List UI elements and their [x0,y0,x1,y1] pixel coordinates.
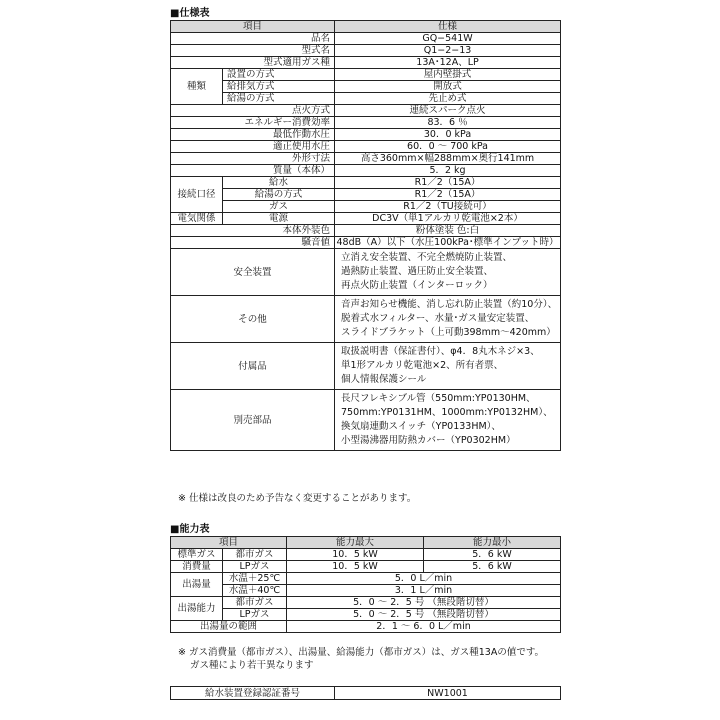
options-line: 換気扇連動スイッチ（YP0133HM）、 [341,421,501,432]
registration-table [170,686,561,700]
table-row [171,129,561,141]
other-line: スライドブラケット（上可動398mm〜420mm） [341,327,556,338]
range-label: 出湯量の範囲 [171,621,287,633]
options-line: 750mm:YP0131HM、1000mm:YP0132HM）、 [341,407,553,418]
safety-label: 安全装置 [171,249,335,296]
spec-value: 30．0 kPa [335,129,561,141]
options-line: 小型湯沸器用防熱カバー（YP0302HM） [341,435,516,446]
gas-lp-max: 10．5 kW [287,561,424,573]
spec-label: 騒音値 [171,237,335,249]
other-line: 脱着式水フィルター、水量･ガス量安定装置、 [341,313,535,324]
capacity-table [170,536,561,633]
spec-value: 開放式 [335,81,561,93]
spec-label: エネルギー消費効率 [171,117,335,129]
table-row [171,93,561,105]
table-row [171,296,561,343]
table-row [171,537,561,549]
spec-label: 適正使用水圧 [171,141,335,153]
table-row [171,57,561,69]
table-row [171,237,561,249]
table-row [171,141,561,153]
spec-label: 品名 [171,33,335,45]
gas-group-label-1: 標準ガス [171,549,223,561]
capacity-note-1: ※ ガス消費量（都市ガス）、出湯量、給湯能力（都市ガス）は、ガス種13Aの値です。 [178,647,545,658]
table-row [171,213,561,225]
spec-value: R1／2（TU接続可） [335,201,561,213]
spec-label: 給湯の方式 [223,189,335,201]
spec-header-item: 項目 [171,21,335,33]
accessories-list [335,343,561,390]
table-row [171,687,561,700]
spec-value: 先止め式 [335,93,561,105]
spec-table [170,20,561,451]
spec-value: R1／2（15A） [335,189,561,201]
table-row [171,81,561,93]
table-row [171,621,561,633]
cap-group-label: 出湯能力 [171,597,223,621]
spec-label: 型式名 [171,45,335,57]
table-row [171,597,561,609]
spec-label: 給湯の方式 [223,93,335,105]
spec-label: 質量（本体） [171,165,335,177]
safety-line: 立消え安全装置、不完全燃焼防止装置、 [341,252,513,263]
table-row [171,201,561,213]
accessories-label: 付属品 [171,343,335,390]
table-row [171,585,561,597]
safety-line: 過熱防止装置、過圧防止安全装置、 [341,266,494,277]
table-row [171,549,561,561]
hot-40-value: 3．1 L／min [287,585,561,597]
gas-lp-min: 5．6 kW [424,561,561,573]
hot-group-label: 出湯量 [171,573,223,597]
gas-group-label-2: 消費量 [171,561,223,573]
spec-label: 給水 [223,177,335,189]
registration-label: 給水装置登録認証番号 [171,687,335,700]
table-row [171,165,561,177]
options-list [335,390,561,451]
spec-value: 5．2 kg [335,165,561,177]
gas-lp-label: LPガス [223,561,287,573]
spec-value: 13A･12A、LP [335,57,561,69]
table-row [171,189,561,201]
spec-value: 60．0 〜 700 kPa [335,141,561,153]
spec-label: 設置の方式 [223,69,335,81]
table-row [171,21,561,33]
other-line: 音声お知らせ機能、消し忘れ防止装置（約10分）、 [341,299,558,310]
spec-note: ※ 仕様は改良のため予告なく変更することがあります。 [178,493,417,504]
registration-value: NW1001 [335,687,561,700]
spec-value: 高さ360mm×幅288mm×奥行141mm [335,153,561,165]
gas-city-max: 10．5 kW [287,549,424,561]
spec-label: 外形寸法 [171,153,335,165]
table-row [171,573,561,585]
table-row [171,117,561,129]
accessories-line: 個人情報保護シール [341,374,427,385]
spec-header-value: 仕様 [335,21,561,33]
table-row [171,609,561,621]
spec-label: 本体外装色 [171,225,335,237]
options-line: 長尺フレキシブル管（550mm:YP0130HM、 [341,393,536,404]
spec-label: 型式適用ガス種 [171,57,335,69]
capacity-header-min: 能力最小 [424,537,561,549]
spec-group-label: 種類 [171,69,223,105]
capacity-header-item: 項目 [171,537,287,549]
spec-value: GQ−541W [335,33,561,45]
spec-section-title: ■仕様表 [170,8,210,19]
cap-city-value: 5．0 〜 2．5 号 （無段階切替） [287,597,561,609]
spec-value: DC3V（単1アルカリ乾電池×2本） [335,213,561,225]
safety-line: 再点火防止装置（インターロック） [341,280,493,291]
spec-value: 粉体塗装 色:白 [335,225,561,237]
table-row [171,45,561,57]
cap-lp-value: 5．0 〜 2．5 号 （無段階切替） [287,609,561,621]
options-label: 別売部品 [171,390,335,451]
table-row [171,105,561,117]
spec-label: 給排気方式 [223,81,335,93]
table-row [171,225,561,237]
spec-value: Q1−2−13 [335,45,561,57]
spec-value: 83．6 ％ [335,117,561,129]
cap-lp-label: LPガス [223,609,287,621]
other-list [335,296,561,343]
capacity-header-max: 能力最大 [287,537,424,549]
spec-label: 電源 [223,213,335,225]
other-label: その他 [171,296,335,343]
table-row [171,69,561,81]
cap-city-label: 都市ガス [223,597,287,609]
spec-value: 屋内壁掛式 [335,69,561,81]
table-row [171,343,561,390]
table-row [171,153,561,165]
table-row [171,390,561,451]
spec-group-label: 接続口径 [171,177,223,213]
capacity-section-title: ■能力表 [170,524,210,535]
table-row [171,33,561,45]
table-row [171,177,561,189]
accessories-line: 取扱説明書（保証書付）、φ4．8丸木ネジ×3、 [341,346,540,357]
hot-40-label: 水温＋40℃ [223,585,287,597]
spec-value: 48dB（A）以下（水圧100kPa･標準インプット時） [335,237,561,249]
spec-value: 連続スパーク点火 [335,105,561,117]
hot-25-label: 水温＋25℃ [223,573,287,585]
gas-city-label: 都市ガス [223,549,287,561]
capacity-note-2: ガス種により若干異なります [190,660,314,671]
spec-label: 点火方式 [171,105,335,117]
safety-list [335,249,561,296]
spec-group-label: 電気関係 [171,213,223,225]
spec-value: R1／2（15A） [335,177,561,189]
spec-label: 最低作動水圧 [171,129,335,141]
gas-city-min: 5．6 kW [424,549,561,561]
table-row [171,249,561,296]
hot-25-value: 5．0 L／min [287,573,561,585]
spec-label: ガス [223,201,335,213]
table-row [171,561,561,573]
range-value: 2．1 〜 6．0 L／min [287,621,561,633]
accessories-line: 単1形アルカリ乾電池×2、所有者票、 [341,360,504,371]
